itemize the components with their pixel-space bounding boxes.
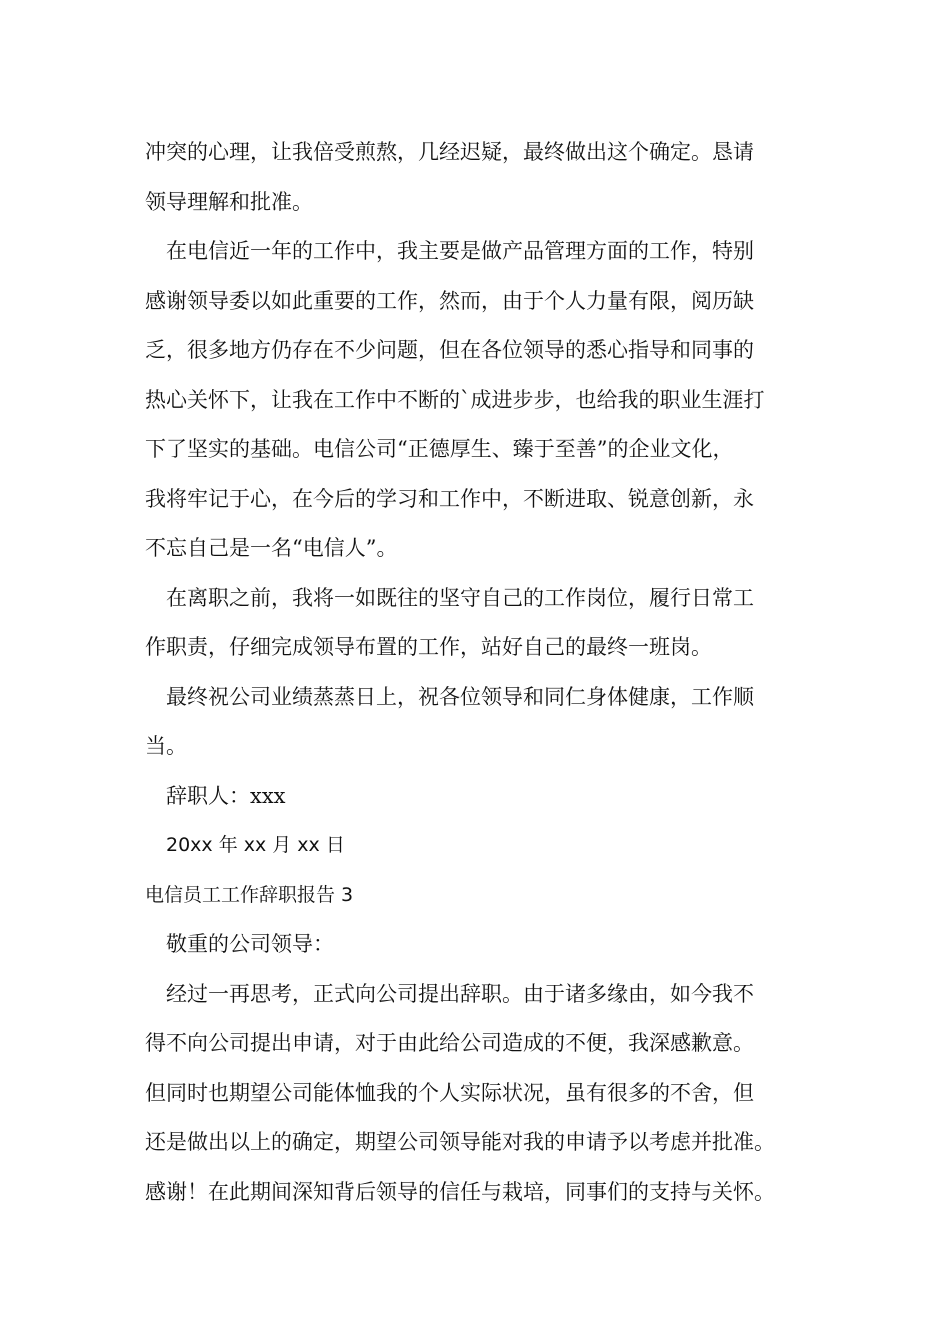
paragraph-line: 乏，很多地方仍存在不少问题，但在各位领导的悉心指导和同事的: [145, 338, 754, 362]
paragraph-line: 最终祝公司业绩蒸蒸日上，祝各位领导和同仁身体健康，工作顺: [166, 684, 754, 709]
date-line: 20xx 年 xx 月 xx 日: [166, 834, 345, 856]
paragraph-line: 领导理解和批准。: [145, 189, 313, 214]
paragraph-line: 在离职之前，我将一如既往的坚守自己的工作岗位，履行日常工: [166, 585, 754, 610]
paragraph-line: 冲突的心理，让我倍受煎熬，几经迟疑，最终做出这个确定。恳请: [145, 140, 754, 164]
paragraph-line: 下了坚实的基础。电信公司“正德厚生、臻于至善”的企业文化，: [145, 437, 734, 461]
paragraph-line: 在电信近一年的工作中，我主要是做产品管理方面的工作，特别: [166, 239, 754, 263]
section-heading: 电信员工工作辞职报告 3: [145, 883, 354, 906]
signer-line: 辞职人：xxx: [166, 783, 286, 808]
paragraph-line: 当。: [145, 734, 187, 758]
paragraph-line: 经过一再思考，正式向公司提出辞职。由于诸多缘由，如今我不: [166, 981, 754, 1006]
paragraph-line: 但同时也期望公司能体恤我的个人实际状况，虽有很多的不舍，但: [145, 1080, 754, 1105]
paragraph-line: 还是做出以上的确定，期望公司领导能对我的申请予以考虑并批准。: [145, 1130, 775, 1154]
paragraph-line: 感谢！在此期间深知背后领导的信任与栽培，同事们的支持与关怀。: [145, 1179, 775, 1204]
paragraph-line: 不忘自己是一名“电信人”。: [145, 536, 398, 560]
paragraph-line: 我将牢记于心，在今后的学习和工作中，不断进取、锐意创新，永: [145, 486, 754, 511]
paragraph-line: 得不向公司提出申请，对于由此给公司造成的不便，我深感歉意。: [145, 1031, 754, 1055]
paragraph-line: 作职责，仔细完成领导布置的工作，站好自己的最终一班岗。: [145, 635, 712, 659]
paragraph-line: 感谢领导委以如此重要的工作，然而，由于个人力量有限，阅历缺: [145, 288, 754, 313]
paragraph-line: 热心关怀下，让我在工作中不断的`成进步步，也给我的职业生涯打: [145, 387, 765, 412]
document-page: [145, 128, 835, 1217]
salutation: 敬重的公司领导：: [166, 932, 334, 956]
